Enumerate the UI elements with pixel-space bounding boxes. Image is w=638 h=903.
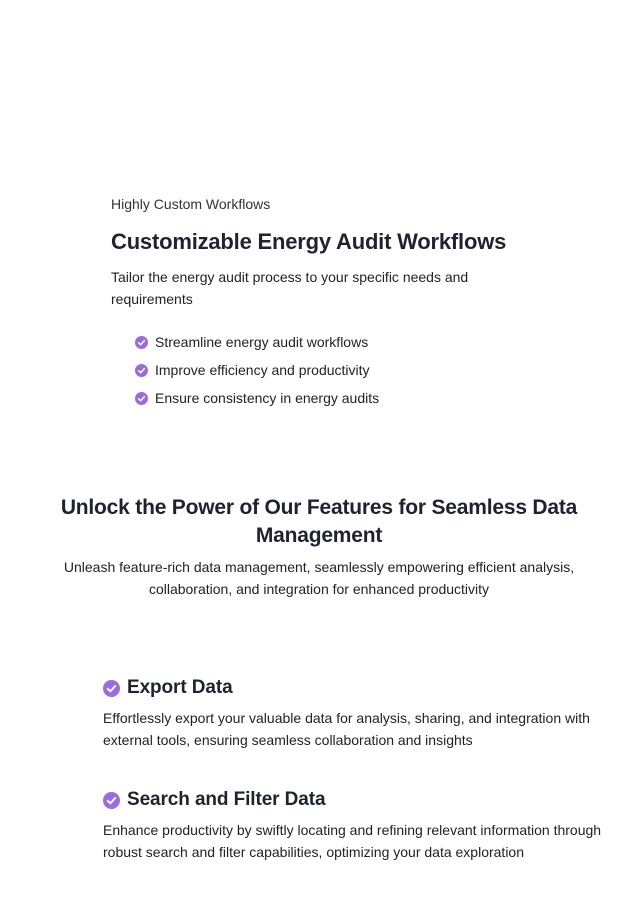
checklist-item <box>135 384 531 412</box>
workflows-title: Customizable Energy Audit Workflows <box>111 229 507 254</box>
check-circle-icon <box>135 336 148 349</box>
features-intro-title: Unlock the Power of Our Features for Seamless Data Management <box>60 496 578 547</box>
workflows-eyebrow: Highly Custom Workflows <box>111 196 271 212</box>
features-intro-description: Unleash feature-rich data management, seamlessly empowering efficient analysis, collaboration, and integration for enhanced productivity <box>63 559 575 597</box>
checklist-item <box>135 356 531 384</box>
checklist-item-label: Improve efficiency and productivity <box>155 362 370 378</box>
check-circle-icon <box>103 680 120 697</box>
check-circle-icon <box>135 392 148 405</box>
feature-export-data <box>103 674 613 751</box>
checklist-item-label: Ensure consistency in energy audits <box>155 390 380 406</box>
feature-description: Enhance productivity by swiftly locating and refining relevant information through robust search and filter capabilities, optimizing your data exploration <box>103 822 602 860</box>
workflows-section <box>111 194 531 412</box>
workflows-checklist <box>135 328 531 412</box>
feature-search-filter-data <box>103 786 613 863</box>
workflows-description: Tailor the energy audit process to your specific needs and requirements <box>111 269 469 307</box>
features-intro-section <box>0 494 638 600</box>
feature-header <box>103 786 613 814</box>
check-circle-icon <box>135 364 148 377</box>
feature-description: Effortlessly export your valuable data for analysis, sharing, and integration with external tools, ensuring seamless collaboration and insights <box>103 710 590 748</box>
check-circle-icon <box>103 792 120 809</box>
feature-header <box>103 674 613 702</box>
feature-title: Search and Filter Data <box>127 789 326 810</box>
checklist-item <box>135 328 531 356</box>
checklist-item-label: Streamline energy audit workflows <box>155 334 369 350</box>
feature-title: Export Data <box>127 677 233 698</box>
